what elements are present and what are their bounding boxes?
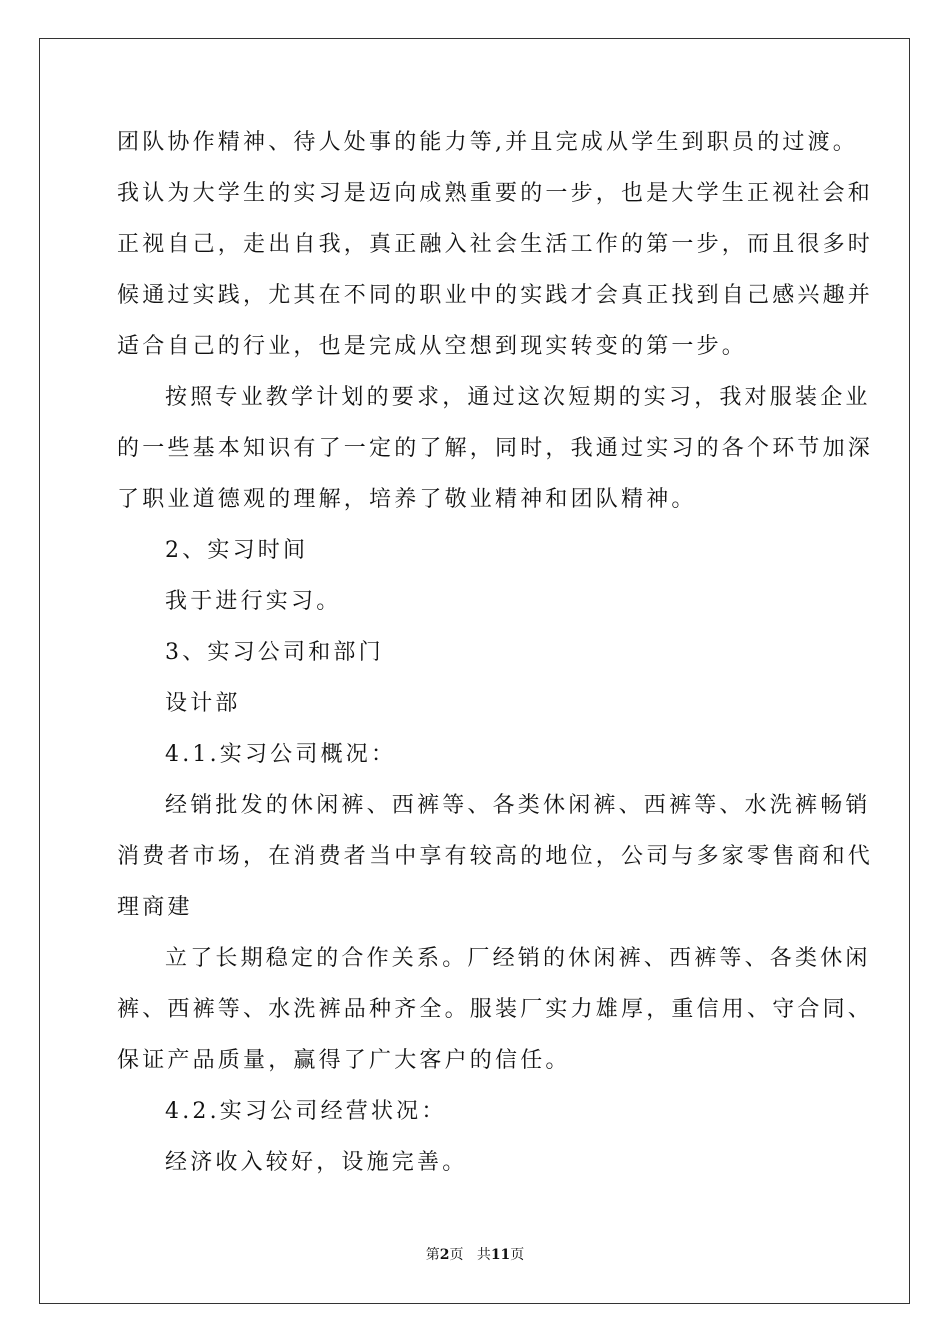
paragraph-line: 了职业道德观的理解，培养了敬业精神和团队精神。 [117,487,697,512]
paragraph-line: 裤、西裤等、水洗裤品种齐全。服装厂实力雄厚，重信用、守合同、 [117,997,874,1022]
paragraph-line: 团队协作精神、待人处事的能力等,并且完成从学生到职员的过渡。 [117,130,858,155]
paragraph-line: 我认为大学生的实习是迈向成熟重要的一步，也是大学生正视社会和 [117,181,874,206]
paragraph-line: 设计部 [165,691,241,716]
section-heading: 2、实习时间 [165,538,309,563]
paragraph-line: 经销批发的休闲裤、西裤等、各类休闲裤、西裤等、水洗裤畅销 [165,793,871,818]
paragraph-line: 经济收入较好，设施完善。 [165,1150,468,1175]
total-pages: 11 [490,1247,511,1263]
section-heading: 3、实习公司和部门 [165,640,384,665]
paragraph-line: 适合自己的行业，也是完成从空想到现实转变的第一步。 [117,334,748,359]
paragraph-line: 保证产品质量，赢得了广大客户的信任。 [117,1048,571,1073]
page-suffix: 页 [449,1247,464,1263]
paragraph-line: 我于进行实习。 [165,589,342,614]
paragraph-line: 理商建 [117,895,193,920]
total-suffix: 页 [510,1247,525,1263]
paragraph-line: 立了长期稳定的合作关系。厂经销的休闲裤、西裤等、各类休闲 [165,946,871,971]
paragraph-line: 按照专业教学计划的要求，通过这次短期的实习，我对服装企业 [165,385,871,410]
section-heading: 4.2.实习公司经营状况： [165,1099,447,1124]
paragraph-line: 候通过实践，尤其在不同的职业中的实践才会真正找到自己感兴趣并 [117,283,874,308]
page-prefix: 第 [425,1247,440,1263]
section-heading: 4.1.实习公司概况： [165,742,397,767]
paragraph-line: 的一些基本知识有了一定的了解，同时，我通过实习的各个环节加深 [117,436,874,461]
page-number: 2 [439,1247,450,1263]
total-prefix: 共 [476,1247,491,1263]
page-footer [0,1244,950,1264]
paragraph-line: 正视自己，走出自我，真正融入社会生活工作的第一步，而且很多时 [117,232,874,257]
paragraph-line: 消费者市场，在消费者当中享有较高的地位，公司与多家零售商和代 [117,844,874,869]
